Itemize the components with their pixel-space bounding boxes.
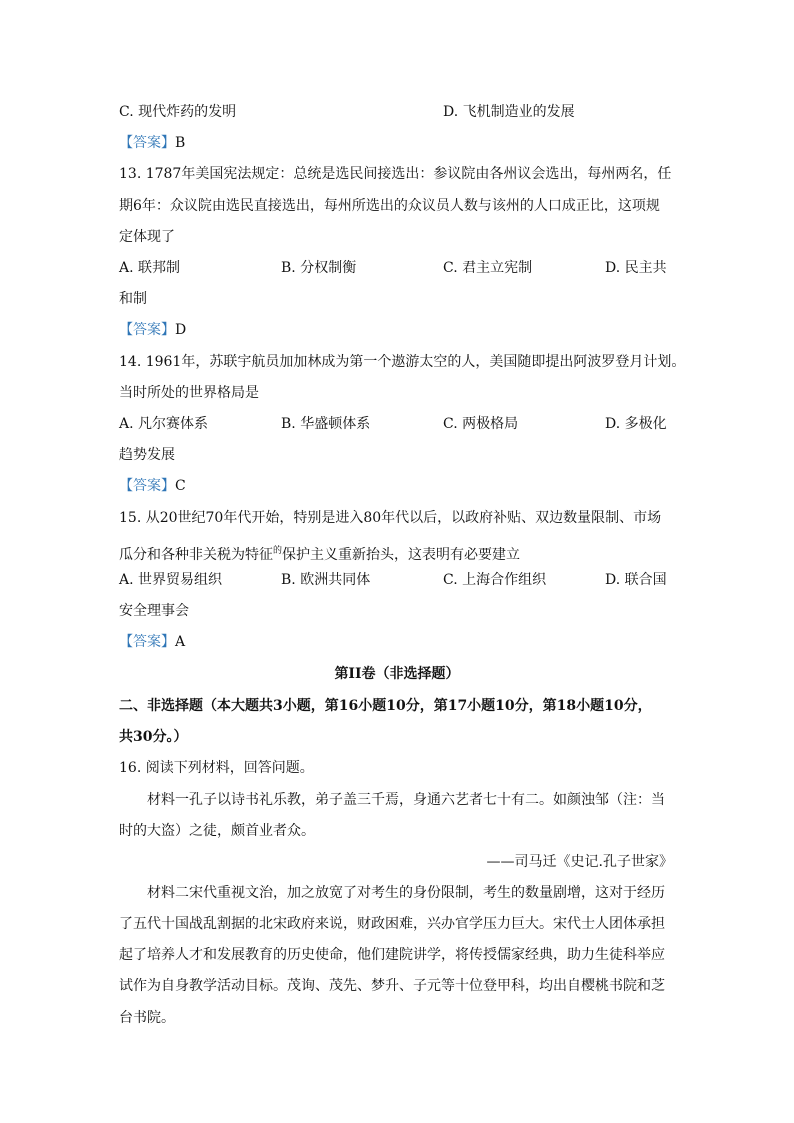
answer-value: D	[175, 322, 187, 338]
section-heading-line1: 二、非选择题（本大题共3小题，第16小题10分，第17小题10分，第18小题10分，	[119, 698, 652, 714]
q16-material2-line5: 台书院。	[119, 1010, 175, 1026]
q15-stem-line2	[119, 541, 520, 565]
q13-option-d-cont: 和制	[119, 291, 147, 307]
answer-label: 【答案】	[119, 478, 175, 494]
section-heading-line2: 共30分。）	[119, 729, 188, 745]
q13-stem-line1: 13. 1787年美国宪法规定：总统是选民间接选出：参议院由各州议会选出，每州两名，任	[119, 166, 672, 182]
q13-option-a: A. 联邦制	[119, 260, 181, 276]
q12-answer	[119, 133, 185, 153]
q14-stem-line1: 14. 1961年，苏联宇航员加加林成为第一个遨游太空的人，美国随即提出阿波罗登月计划。	[119, 354, 686, 370]
q15-option-b: B. 欧洲共同体	[281, 572, 371, 588]
answer-value: C	[175, 478, 186, 494]
q14-option-a: A. 凡尔赛体系	[119, 416, 209, 432]
q14-option-d-cont: 趋势发展	[119, 447, 175, 463]
answer-label: 【答案】	[119, 634, 175, 650]
q13-option-c: C. 君主立宪制	[443, 260, 533, 276]
q15-option-d-cont: 安全理事会	[119, 603, 189, 619]
q15-option-a: A. 世界贸易组织	[119, 572, 223, 588]
answer-value: B	[175, 135, 186, 151]
q16-material1-line1: 材料一孔子以诗书礼乐教，弟子盖三千焉，身通六艺者七十有二。如颜浊邹（注：当	[147, 792, 665, 808]
q13-answer	[119, 320, 186, 340]
q15-stem-line1: 15. 从20世纪70年代开始，特别是进入80年代以后，以政府补贴、双边数量限制、市场	[119, 510, 662, 526]
q16-stem: 16. 阅读下列材料，回答问题。	[119, 760, 314, 776]
q13-option-b: B. 分权制衡	[281, 260, 357, 276]
q15-option-d: D. 联合国	[605, 572, 667, 588]
q15-stem-line2-part1: 瓜分和各种非关税为特征	[119, 547, 273, 563]
q14-option-d: D. 多极化	[605, 416, 667, 432]
q13-option-d: D. 民主共	[605, 260, 667, 276]
answer-value: A	[175, 634, 186, 650]
q14-answer	[119, 476, 186, 496]
q16-material2-line2: 了五代十国战乱割据的北宋政府来说，财政困难，兴办官学压力巨大。宋代士人团体承担	[119, 916, 665, 932]
q15-option-c: C. 上海合作组织	[443, 572, 547, 588]
q13-stem-line3: 定体现了	[119, 229, 175, 245]
answer-label: 【答案】	[119, 322, 175, 338]
answer-label: 【答案】	[119, 135, 175, 151]
q14-option-c: C. 两极格局	[443, 416, 519, 432]
q16-material1-line2: 时的大盗）之徒，颇首业者众。	[119, 823, 315, 839]
section-title: 第II卷（非选择题）	[334, 666, 460, 682]
q16-material1-source: ——司马迁《史记.孔子世家》	[486, 854, 673, 870]
q16-material2-line4: 试作为自身教学活动目标。茂询、茂先、梦升、子元等十位登甲科，均出自樱桃书院和芝	[119, 978, 665, 994]
q15-stem-line2-sup: 的	[273, 546, 283, 556]
q16-material2-line1: 材料二宋代重视文治，加之放宽了对考生的身份限制，考生的数量剧增，这对于经历	[147, 885, 665, 901]
q16-material2-line3: 起了培养人才和发展教育的历史使命，他们建院讲学，将传授儒家经典，助力生徒科举应	[119, 947, 665, 963]
q14-option-b: B. 华盛顿体系	[281, 416, 371, 432]
q12-option-c: C. 现代炸药的发明	[119, 104, 237, 120]
q12-option-d: D. 飞机制造业的发展	[443, 104, 575, 120]
q15-answer	[119, 632, 185, 652]
q14-stem-line2: 当时所处的世界格局是	[119, 385, 259, 401]
q13-stem-line2: 期6年：众议院由选民直接选出，每州所选出的众议员人数与该州的人口成正比，这项规	[119, 198, 660, 214]
q15-stem-line2-part2: 保护主义重新抬头，这表明有必要建立	[282, 547, 521, 563]
